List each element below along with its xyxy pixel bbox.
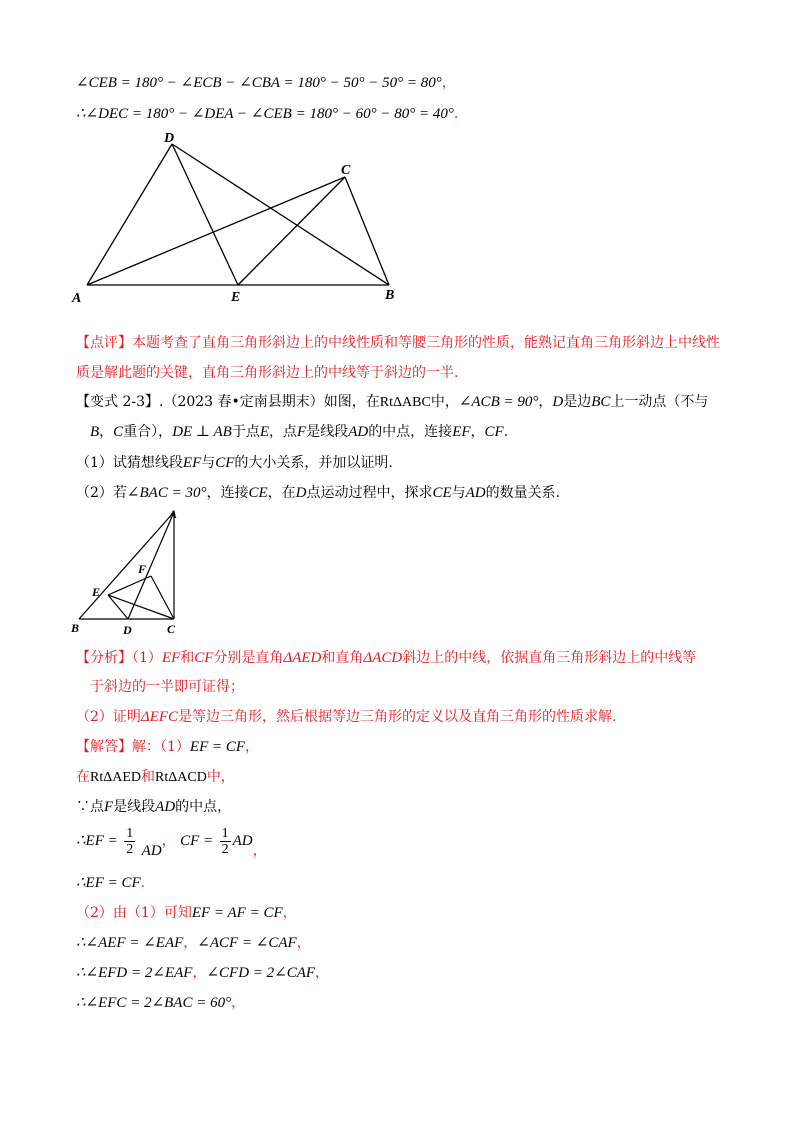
solution-s2-a: 在 xyxy=(76,769,90,785)
solution-ef-eq: ∴EF = xyxy=(76,833,118,849)
q1-text-b: 与 xyxy=(201,455,216,471)
solution-s6-a: （2）由（1）可知 xyxy=(76,905,192,921)
fraction-1-den: 2 xyxy=(126,841,134,857)
solution-s3-c: 的中点， xyxy=(175,799,232,815)
triangle-figure-1 xyxy=(60,125,420,310)
q2-text-b: ，连接 xyxy=(206,485,249,501)
var-f: F xyxy=(297,424,307,440)
fig2-label-a: A xyxy=(169,507,178,521)
solution-comma: ， xyxy=(245,739,260,755)
q2-ce2: CE xyxy=(432,485,452,501)
analysis-text-c: 分别是直角 xyxy=(213,650,284,666)
q2-angle: ∠BAC = 30° xyxy=(126,485,207,501)
q2-text-e: 与 xyxy=(451,485,466,501)
solution-line-2 xyxy=(76,767,235,788)
solution-s3-b: 是线段 xyxy=(113,799,156,815)
q1-text-a: （1）试猜想线段 xyxy=(76,455,183,471)
solution-s3-a: ∵点 xyxy=(76,799,104,815)
line-ad xyxy=(87,144,172,285)
variant-line-2 xyxy=(90,422,508,442)
var-e: E xyxy=(259,424,270,440)
var-b: B xyxy=(90,424,100,440)
solution-line-5 xyxy=(76,873,145,893)
variant-line-1 xyxy=(76,392,708,413)
solution-s8-b: ， xyxy=(192,965,207,981)
solution-line-4 xyxy=(76,824,267,858)
q1-text-c: 的大小关系，并加以证明. xyxy=(234,455,393,471)
line-ec xyxy=(238,177,345,285)
analysis-aed: ΔAED xyxy=(283,650,322,666)
q2-text-a: （2）若 xyxy=(76,485,127,501)
solution-s6-math: EF = AF = CF xyxy=(191,905,283,921)
solution-ef-cf: EF = CF xyxy=(189,739,246,755)
variant-tag: 【变式 2-3】 xyxy=(76,394,159,410)
solution-line-1 xyxy=(76,737,259,757)
solution-s7-b: ， xyxy=(183,935,198,951)
equation-ceb xyxy=(76,73,456,93)
label-b: B xyxy=(385,288,395,303)
fraction-2-num: 1 xyxy=(221,825,229,841)
solution-line-9 xyxy=(76,993,245,1013)
solution-s7-c: ∠ACF = ∠CAF xyxy=(197,935,297,951)
var-ad: AD xyxy=(348,424,369,440)
variant-text-2a: ， xyxy=(99,424,114,440)
solution-s7-d: ， xyxy=(296,935,311,951)
q1-cf: CF xyxy=(215,455,235,471)
q1-ef: EF xyxy=(182,455,202,471)
analysis-text-a: （1） xyxy=(132,650,162,666)
analysis-tag: 【分析】 xyxy=(76,650,132,666)
q2-ce: CE xyxy=(248,485,268,501)
solution-tag: 【解答】 xyxy=(76,739,132,755)
solution-line-6 xyxy=(76,903,297,923)
solution-s5-end: . xyxy=(140,875,146,891)
line-ad xyxy=(128,512,174,619)
solution-s2-b: 和 xyxy=(141,769,156,785)
analysis-text-e: 斜边上的中线，依据直角三角形斜边上的中线等 xyxy=(402,650,697,666)
solution-ad: AD xyxy=(155,799,176,815)
analysis-text-line2: 于斜边的一半即可证得； xyxy=(90,679,244,695)
fraction-half-1 xyxy=(124,826,135,857)
triangle-figure-2 xyxy=(66,505,196,640)
fraction-1-num: 1 xyxy=(126,825,134,841)
q2-d: D xyxy=(295,485,307,501)
variant-text-2i: ， xyxy=(470,424,485,440)
variant-text-2e: 于点 xyxy=(231,424,260,440)
analysis-text-b: 和 xyxy=(180,650,195,666)
solution-s2-c: 中， xyxy=(206,769,235,785)
equation-ceb-end: ， xyxy=(441,75,456,91)
analysis-p2-a: （2）证明 xyxy=(76,709,141,725)
question-1 xyxy=(76,453,393,473)
analysis-efc: ΔEFC xyxy=(140,709,179,725)
analysis-acd: ΔACD xyxy=(363,650,403,666)
equation-dec xyxy=(76,104,458,124)
solution-s6-end: ， xyxy=(282,905,297,921)
q2-text-d: 点运动过程中，探求 xyxy=(306,485,433,501)
line-cb xyxy=(345,177,389,285)
solution-s8-d: ， xyxy=(315,965,330,981)
fraction-half-2 xyxy=(220,826,231,857)
solution-line-8 xyxy=(76,963,329,983)
label-d: D xyxy=(164,131,175,146)
fig2-label-f: F xyxy=(138,562,147,576)
analysis-p2-b: 是等边三角形，然后根据等边三角形的定义以及直角三角形的性质求解. xyxy=(178,709,617,725)
variant-text-d: 是边 xyxy=(563,394,592,410)
analysis-ef: EF xyxy=(161,650,181,666)
variant-text-b: 中， xyxy=(430,394,459,410)
fig2-label-c: C xyxy=(167,622,176,636)
variant-text-2h: 的中点，连接 xyxy=(368,424,453,440)
analysis-line-3 xyxy=(76,707,617,727)
solution-s5: ∴EF = CF xyxy=(76,875,141,891)
variant-text-2f: ，点 xyxy=(269,424,298,440)
q2-text-f: 的数量关系. xyxy=(485,485,561,501)
analysis-cf: CF xyxy=(194,650,214,666)
solution-rt-aed: RtΔAED xyxy=(90,770,142,785)
solution-ad1: AD xyxy=(141,843,162,859)
analysis-line-1 xyxy=(76,648,696,668)
var-bc: BC xyxy=(591,394,611,410)
fig2-label-b: B xyxy=(71,621,80,635)
variant-text-a: .（2023 春•定南县期末）如图，在 xyxy=(159,394,380,410)
comment-text-2: 质是解此题的关键，直角三角形斜边上的中线等于斜边的一半. xyxy=(76,365,459,381)
solution-s7-a: ∴∠AEF = ∠EAF xyxy=(76,935,184,951)
var-c: C xyxy=(113,424,124,440)
label-c: C xyxy=(341,163,351,178)
solution-line-3 xyxy=(76,797,231,817)
solution-jie: 解：（1） xyxy=(132,739,190,755)
solution-ad2: AD xyxy=(232,833,253,849)
line-fc xyxy=(151,576,174,619)
var-ef: EF xyxy=(452,424,471,440)
analysis-line-2 xyxy=(90,677,244,697)
var-cf: CF xyxy=(484,424,504,440)
line-ba xyxy=(79,512,174,619)
rt-abc: RtΔABC xyxy=(379,395,431,410)
solution-f: F xyxy=(104,799,114,815)
label-a: A xyxy=(72,291,82,306)
solution-line-7 xyxy=(76,933,311,953)
equation-dec-text: ∴∠DEC = 180° − ∠DEA − ∠CEB = 180° − 60° − 80° = 40° xyxy=(76,106,454,122)
label-e: E xyxy=(231,290,241,305)
solution-rt-acd: RtΔACD xyxy=(155,770,207,785)
variant-text-2j: . xyxy=(503,424,509,440)
solution-s9-end: ， xyxy=(231,995,246,1011)
equation-dec-end: . xyxy=(453,106,459,122)
de-perp-ab: DE ⊥ AB xyxy=(172,424,232,440)
solution-s8-c: ∠CFD = 2∠CAF xyxy=(206,965,316,981)
var-d: D xyxy=(552,394,564,410)
q2-ad: AD xyxy=(465,485,486,501)
figure-2-lines xyxy=(79,512,174,619)
comment-line-1 xyxy=(76,333,720,353)
solution-cf-eq: CF = xyxy=(180,833,214,849)
comment-text-1: 本题考查了直角三角形斜边上的中线性质和等腰三角形的性质，能熟记直角三角形斜边上中线性 xyxy=(132,335,720,351)
comment-tag: 【点评】 xyxy=(76,335,132,351)
solution-s8-a: ∴∠EFD = 2∠EAF xyxy=(76,965,193,981)
variant-text-2d: 重合）， xyxy=(123,424,173,440)
solution-s4-d: ， xyxy=(252,843,267,859)
solution-s9: ∴∠EFC = 2∠BAC = 60° xyxy=(76,995,232,1011)
q2-text-c: ，在 xyxy=(267,485,296,501)
solution-s4-b: ， xyxy=(161,833,176,849)
fig2-label-e: E xyxy=(92,585,101,599)
fraction-2-den: 2 xyxy=(221,841,229,857)
variant-text-2g: 是线段 xyxy=(306,424,349,440)
equation-ceb-text: ∠CEB = 180° − ∠ECB − ∠CBA = 180° − 50° − 50° = 80° xyxy=(76,75,442,91)
variant-text-c: ， xyxy=(538,394,553,410)
angle-acb: ∠ACB = 90° xyxy=(458,394,539,410)
fig2-label-d: D xyxy=(123,623,132,637)
question-2 xyxy=(76,483,560,503)
variant-text-e: 上一动点（不与 xyxy=(610,394,709,410)
analysis-text-d: 和直角 xyxy=(321,650,364,666)
comment-line-2 xyxy=(76,363,458,383)
